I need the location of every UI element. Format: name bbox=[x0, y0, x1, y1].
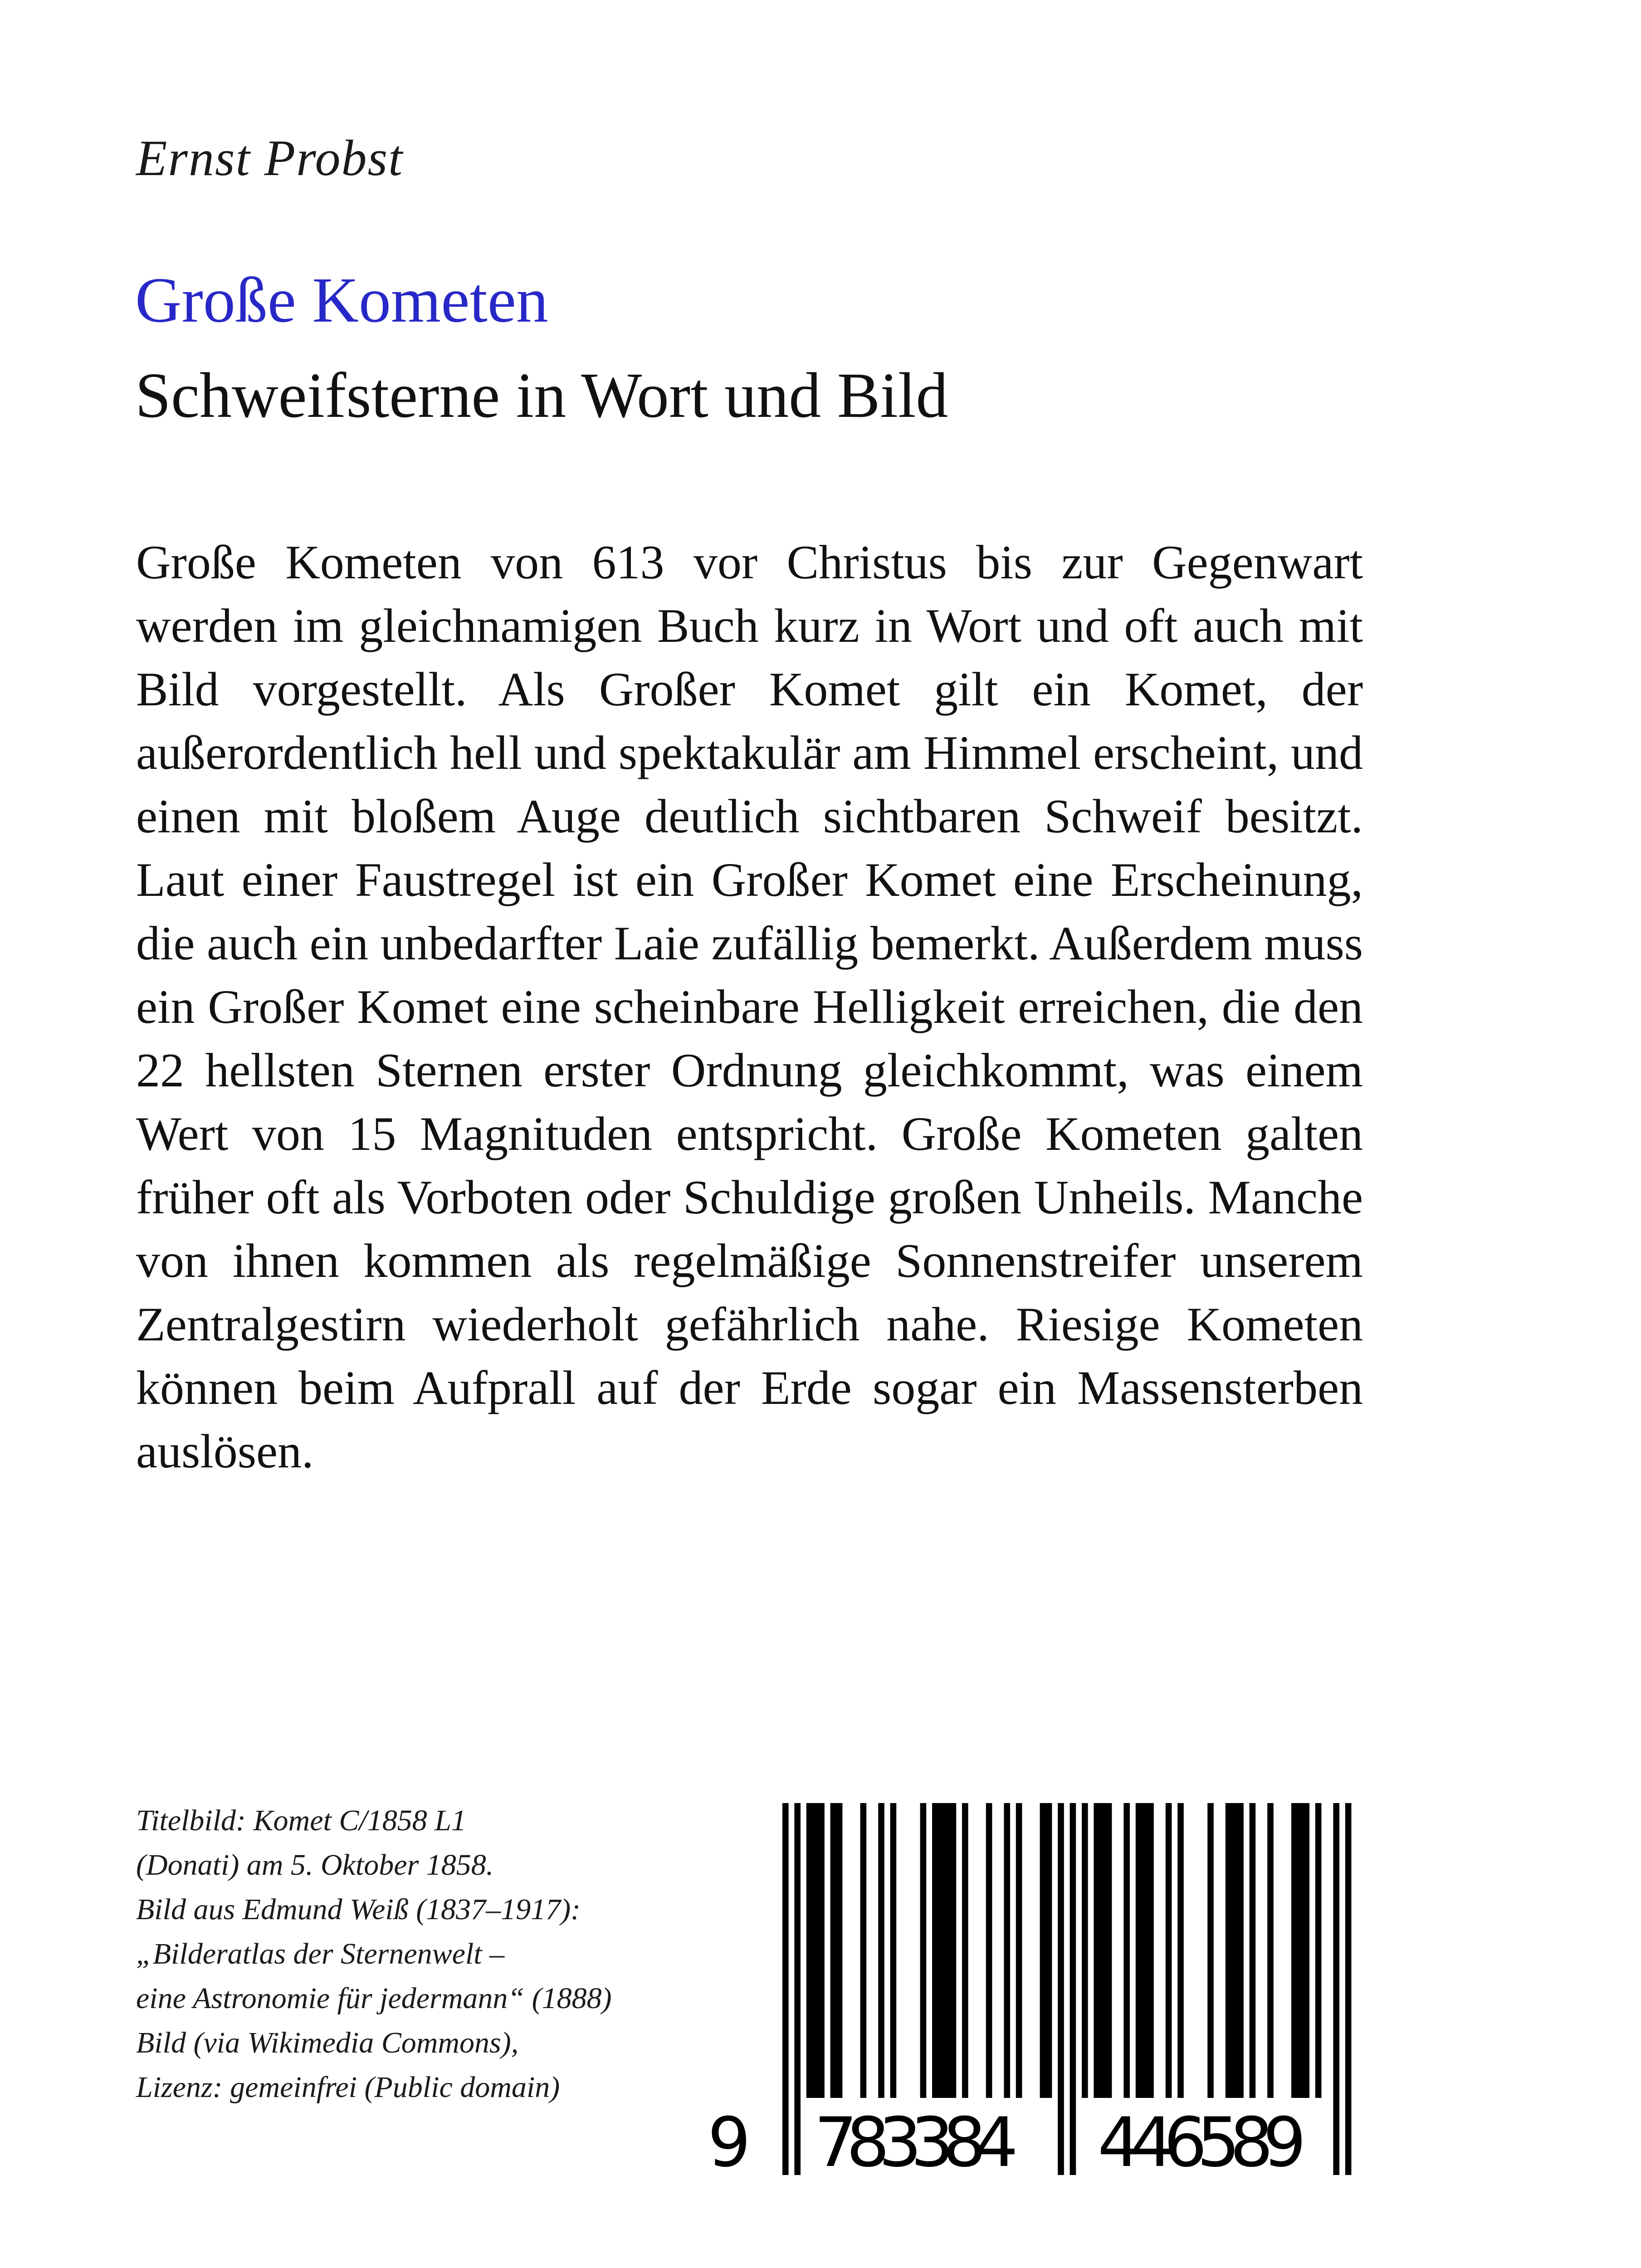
barcode-bar bbox=[962, 1803, 968, 2098]
credit-line: Bild (via Wikimedia Commons), bbox=[136, 2026, 519, 2059]
barcode-bar bbox=[1250, 1803, 1256, 2098]
barcode-bar bbox=[1297, 1803, 1304, 2098]
barcode-bar bbox=[1267, 1803, 1274, 2098]
barcode-bar bbox=[944, 1803, 950, 2098]
barcode-graphic bbox=[698, 1803, 1361, 2175]
book-title: Große Kometen bbox=[135, 264, 548, 336]
barcode-bar bbox=[1207, 1803, 1214, 2098]
barcode-bar bbox=[1291, 1803, 1298, 2098]
barcode-bar bbox=[1231, 1803, 1238, 2098]
barcode-bar bbox=[890, 1803, 897, 2098]
barcode-bar bbox=[836, 1803, 843, 2098]
barcode-bar bbox=[878, 1803, 884, 2098]
credit-line: Bild aus Edmund Weiß (1837–1917): bbox=[136, 1893, 581, 1926]
barcode-bar bbox=[812, 1803, 819, 2098]
barcode-bar bbox=[932, 1803, 938, 2098]
barcode-digits-right: 446589 bbox=[1098, 2103, 1306, 2175]
barcode-bar bbox=[920, 1803, 927, 2098]
cover-image-credits bbox=[136, 1799, 680, 2110]
credit-line: eine Astronomie für jedermann“ (1888) bbox=[136, 1982, 612, 2015]
credit-line: Lizenz: gemeinfrei (Public domain) bbox=[136, 2071, 560, 2104]
barcode-bar bbox=[1142, 1803, 1148, 2098]
barcode-bar bbox=[818, 1803, 825, 2098]
barcode-bar bbox=[938, 1803, 944, 2098]
isbn-barcode bbox=[698, 1803, 1361, 2175]
barcode-bar bbox=[1237, 1803, 1244, 2098]
barcode-bar bbox=[1070, 1803, 1076, 2175]
barcode-bar bbox=[1345, 1803, 1352, 2175]
barcode-bar bbox=[1166, 1803, 1172, 2098]
barcode-bar bbox=[1177, 1803, 1184, 2098]
barcode-bar bbox=[1333, 1803, 1339, 2175]
barcode-bar bbox=[1148, 1803, 1154, 2098]
barcode-bar bbox=[1016, 1803, 1022, 2098]
barcode-bar bbox=[950, 1803, 957, 2098]
barcode-bar bbox=[1094, 1803, 1100, 2098]
book-subtitle: Schweifsterne in Wort und Bild bbox=[135, 359, 948, 431]
barcode-bar bbox=[1123, 1803, 1130, 2098]
author-name: Ernst Probst bbox=[136, 130, 404, 186]
credit-line: (Donati) am 5. Oktober 1858. bbox=[136, 1848, 494, 1882]
barcode-bar bbox=[1040, 1803, 1046, 2098]
barcode-bar bbox=[1004, 1803, 1010, 2098]
barcode-bar bbox=[986, 1803, 992, 2098]
barcode-bar bbox=[1082, 1803, 1088, 2098]
barcode-bar bbox=[806, 1803, 813, 2098]
barcode-digit-first: 9 bbox=[708, 2103, 751, 2175]
barcode-bar bbox=[1136, 1803, 1142, 2098]
barcode-bar bbox=[1303, 1803, 1309, 2098]
barcode-bar bbox=[782, 1803, 789, 2175]
barcode-bar bbox=[794, 1803, 801, 2175]
credit-line: Titelbild: Komet C/1858 L1 bbox=[136, 1804, 466, 1837]
barcode-bar bbox=[1315, 1803, 1322, 2098]
book-description: Große Kometen von 613 vor Christus bis zur Gegenwart werden im gleichnamigen Buch kurz in Wort und oft auch mit Bild vorgestellt. Als Großer Komet gilt ein Komet, der außerordentlich hell und spektakulär am Himmel erscheint, und einen mit bloßem Auge deutlich sichtbaren Schweif besitzt. Laut einer Faustregel ist ein Großer Komet eine Erscheinung, die auch ein unbedarfter Laie zufällig bemerkt. Außerdem muss ein Großer Komet eine scheinbare Helligkeit erreichen, die den 22 hellsten Sternen erster Ordnung gleichkommt, was einem Wert von 15 Magnituden entspricht. Große Kometen galten früher oft als Vorboten oder Schuldige großen Unheils. Manche von ihnen kommen als regelmäßige Sonnenstreifer unserem Zentralgestirn wiederholt gefährlich nahe. Riesige Kometen können beim Aufprall auf der Erde sogar ein Massensterben auslösen. bbox=[136, 536, 1363, 1478]
barcode-bar bbox=[1058, 1803, 1064, 2175]
barcode-bar bbox=[830, 1803, 837, 2098]
barcode-bar bbox=[1226, 1803, 1232, 2098]
barcode-bar bbox=[1106, 1803, 1112, 2098]
barcode-bar bbox=[1100, 1803, 1106, 2098]
barcode-digits-left: 783384 bbox=[814, 2103, 1018, 2175]
barcode-bar bbox=[860, 1803, 867, 2098]
barcode-bar bbox=[1046, 1803, 1052, 2098]
credit-line: „Bilderatlas der Sternenwelt – bbox=[136, 1937, 505, 1970]
